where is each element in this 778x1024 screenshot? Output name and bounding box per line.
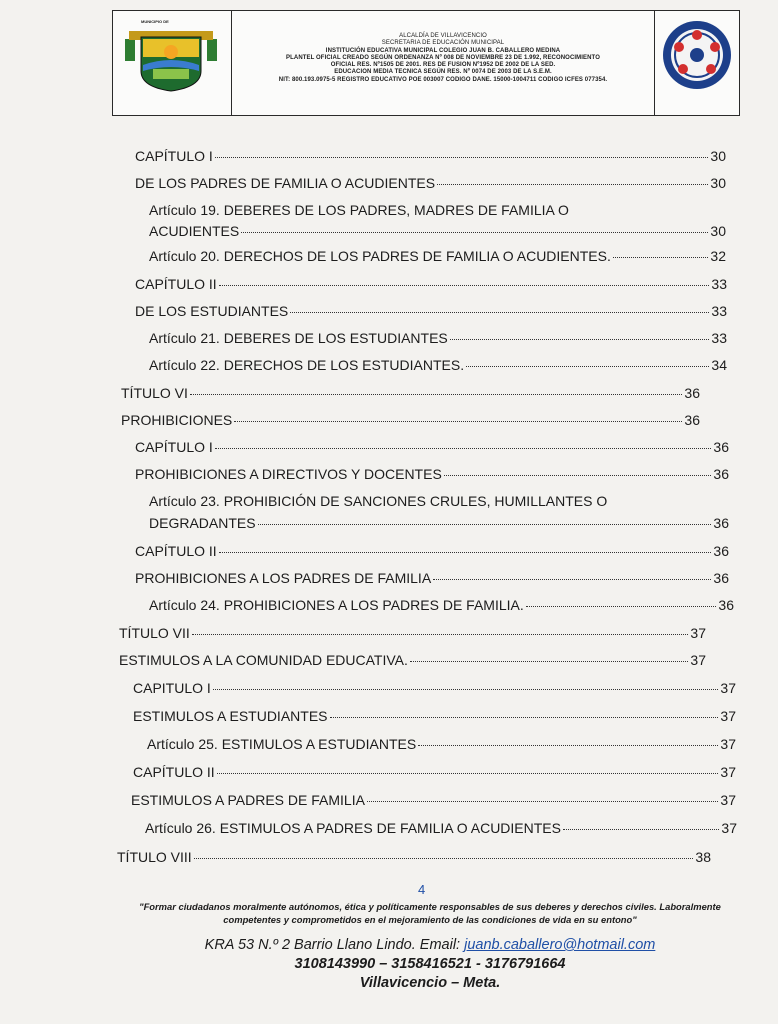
- toc-title-line1: Artículo 19. DEBERES DE LOS PADRES, MADRES DE FAMILIA O: [149, 202, 569, 218]
- header-line-2: SECRETARIA DE EDUCACIÓN MUNICIPAL: [381, 40, 505, 47]
- toc-leader: [367, 800, 719, 802]
- toc-title: CAPÍTULO I: [135, 439, 213, 455]
- toc-entry: [149, 493, 729, 532]
- school-seal-cell: [655, 11, 739, 115]
- toc-page: 36: [713, 466, 729, 482]
- toc-leader: [241, 231, 708, 233]
- toc-leader: [330, 716, 719, 718]
- toc-title: Artículo 24. PROHIBICIONES A LOS PADRES DE FAMILIA.: [149, 597, 524, 613]
- toc-title: ESTIMULOS A LA COMUNIDAD EDUCATIVA.: [119, 652, 408, 668]
- toc-page: 30: [710, 175, 726, 191]
- toc-entry: [119, 625, 706, 642]
- toc-entry: [135, 543, 729, 560]
- toc-page: 34: [711, 357, 727, 373]
- address-line: [150, 936, 710, 955]
- toc-leader: [219, 551, 712, 553]
- motto-line-1: "Formar ciudadanos moralmente autónomos, ética y políticamente responsables de sus deberes y derechos civiles. Laboralmente: [139, 901, 721, 912]
- toc-title: ESTIMULOS A ESTUDIANTES: [133, 708, 328, 724]
- toc-leader: [418, 744, 718, 746]
- toc-page: 37: [720, 736, 736, 752]
- toc-page: 36: [713, 570, 729, 586]
- toc-page: 33: [711, 303, 727, 319]
- toc-entry: [131, 792, 736, 809]
- toc-page: 37: [720, 792, 736, 808]
- toc-title: Artículo 20. DERECHOS DE LOS PADRES DE FAMILIA O ACUDIENTES.: [149, 248, 611, 264]
- toc-entry: [121, 412, 700, 429]
- page-number: 4: [418, 882, 426, 897]
- toc-leader: [410, 660, 689, 662]
- header-line-1: ALCALDÍA DE VILLAVICENCIO: [399, 33, 487, 39]
- toc-page: 30: [710, 223, 726, 239]
- toc-entry: [135, 276, 727, 293]
- toc-entry: [119, 652, 706, 669]
- toc-leader: [217, 772, 719, 774]
- header-line-6: EDUCACION MEDIA TECNICA SEGÚN RES. Nº 0074 DE 2003 DE LA S.E.M.: [334, 69, 552, 76]
- toc-leader: [215, 156, 709, 158]
- toc-title: CAPÍTULO II: [135, 276, 217, 292]
- toc-page: 36: [713, 439, 729, 455]
- toc-page: 36: [718, 597, 734, 613]
- toc-title: TÍTULO VII: [119, 625, 190, 641]
- toc-entry: [135, 303, 727, 320]
- toc-entry: [135, 175, 726, 192]
- toc-page: 36: [713, 515, 729, 531]
- institution-motto: [80, 900, 778, 926]
- toc-page: 36: [713, 543, 729, 559]
- contact-info: [150, 936, 710, 993]
- toc-entry: [135, 570, 729, 587]
- phone-numbers: 3108143990 – 3158416521 - 3176791664: [294, 956, 566, 972]
- toc-page: 36: [684, 412, 700, 428]
- toc-title: ACUDIENTES: [149, 223, 240, 239]
- toc-entry: [145, 820, 737, 837]
- toc-page: 37: [690, 625, 706, 641]
- school-seal-icon: [661, 19, 733, 91]
- toc-title: CAPÍTULO I: [135, 148, 213, 164]
- toc-title-line1: Artículo 23. PROHIBICIÓN DE SANCIONES CRULES, HUMILLANTES O: [149, 493, 608, 509]
- city: Villavicencio – Meta.: [359, 975, 501, 991]
- toc-title: CAPÍTULO II: [135, 543, 217, 559]
- toc-leader: [194, 857, 694, 859]
- toc-page: 38: [695, 849, 711, 865]
- toc-leader: [215, 447, 712, 449]
- toc-leader: [190, 393, 683, 395]
- toc-page: 32: [710, 248, 726, 264]
- toc-page: 30: [710, 148, 726, 164]
- toc-title: PROHIBICIONES A LOS PADRES DE FAMILIA: [135, 570, 432, 586]
- toc-title: CAPÍTULO II: [133, 764, 215, 780]
- toc-title: PROHIBICIONES A DIRECTIVOS Y DOCENTES: [135, 466, 442, 482]
- header-line-4: PLANTEL OFICIAL CREADO SEGÚN ORDENANZA Nº 008 DE NOVIEMBRE 23 DE 1.992, RECONOCIMIENTO: [286, 54, 600, 61]
- toc-leader: [437, 183, 708, 185]
- toc-leader: [526, 605, 717, 607]
- toc-leader: [450, 338, 710, 340]
- toc-entry: [149, 597, 734, 614]
- municipio-label: MUNICIPIO DE: [141, 19, 169, 24]
- toc-leader: [219, 284, 710, 286]
- toc-title: ESTIMULOS A PADRES DE FAMILIA: [131, 792, 365, 808]
- toc-entry: [149, 330, 727, 347]
- toc-entry: [135, 466, 729, 483]
- toc-leader: [563, 828, 719, 830]
- toc-page: 37: [720, 764, 736, 780]
- toc-title: TÍTULO VIII: [117, 849, 192, 865]
- header-line-3: INSTITUCIÓN EDUCATIVA MUNICIPAL COLEGIO JUAN B. CABALLERO MEDINA: [325, 47, 561, 54]
- toc-entry: [133, 708, 736, 725]
- email-link[interactable]: juanb.caballero@hotmail.com: [464, 937, 656, 953]
- toc-entry: [149, 357, 727, 374]
- toc-title: Artículo 26. ESTIMULOS A PADRES DE FAMILIA O ACUDIENTES: [145, 820, 561, 836]
- toc-title: DEGRADANTES: [149, 515, 256, 531]
- municipality-crest-cell: [113, 11, 232, 115]
- toc-leader: [234, 420, 682, 422]
- header-line-5: OFICIAL RES. Nº1505 DE 2001. RES DE FUSION Nº1952 DE 2002 DE LA SED.: [330, 62, 556, 69]
- toc-page: 37: [720, 680, 736, 696]
- toc-title: CAPITULO I: [133, 680, 211, 696]
- toc-entry: [121, 385, 700, 402]
- toc-leader: [213, 688, 719, 690]
- toc-page: 33: [711, 330, 727, 346]
- toc-title: DE LOS ESTUDIANTES: [135, 303, 289, 319]
- municipality-crest-icon: [123, 25, 219, 95]
- letterhead: [112, 10, 740, 116]
- toc-title: DE LOS PADRES DE FAMILIA O ACUDIENTES: [135, 175, 436, 191]
- toc-entry: [149, 202, 726, 240]
- toc-entry: [135, 148, 726, 165]
- toc-leader: [444, 474, 712, 476]
- toc-entry: [135, 439, 729, 456]
- toc-title: Artículo 22. DERECHOS DE LOS ESTUDIANTES.: [149, 357, 465, 373]
- header-line-7: NIT: 800.193.0975-5 REGISTRO EDUCATIVO POE 003007 CODIGO DANE. 15000-1004711 CODIGO ICFES 077354.: [278, 76, 608, 83]
- toc-leader: [258, 523, 712, 525]
- toc-entry: [117, 849, 711, 866]
- toc-leader: [466, 365, 709, 367]
- toc-title: Artículo 25. ESTIMULOS A ESTUDIANTES: [147, 736, 417, 752]
- motto-line-2: competentes y comprometidos en el mejoramiento de las condiciones de vida en su entono": [223, 914, 637, 925]
- toc-title: Artículo 21. DEBERES DE LOS ESTUDIANTES: [149, 330, 448, 346]
- toc-leader: [290, 311, 709, 313]
- toc-entry: [149, 248, 726, 265]
- toc-entry: [133, 764, 736, 781]
- toc-page: 36: [684, 385, 700, 401]
- toc-title: TÍTULO VI: [121, 385, 188, 401]
- institution-info: [232, 11, 655, 115]
- address-text: KRA 53 N.º 2 Barrio Llano Lindo. Email:: [204, 937, 465, 953]
- toc-entry: [133, 680, 736, 697]
- toc-page: 37: [720, 708, 736, 724]
- toc-page: 37: [721, 820, 737, 836]
- toc-page: 33: [711, 276, 727, 292]
- toc-entry: [147, 736, 736, 753]
- toc-title: PROHIBICIONES: [121, 412, 233, 428]
- toc-leader: [613, 256, 709, 258]
- toc-leader: [433, 578, 711, 580]
- toc-page: 37: [690, 652, 706, 668]
- toc-leader: [192, 633, 689, 635]
